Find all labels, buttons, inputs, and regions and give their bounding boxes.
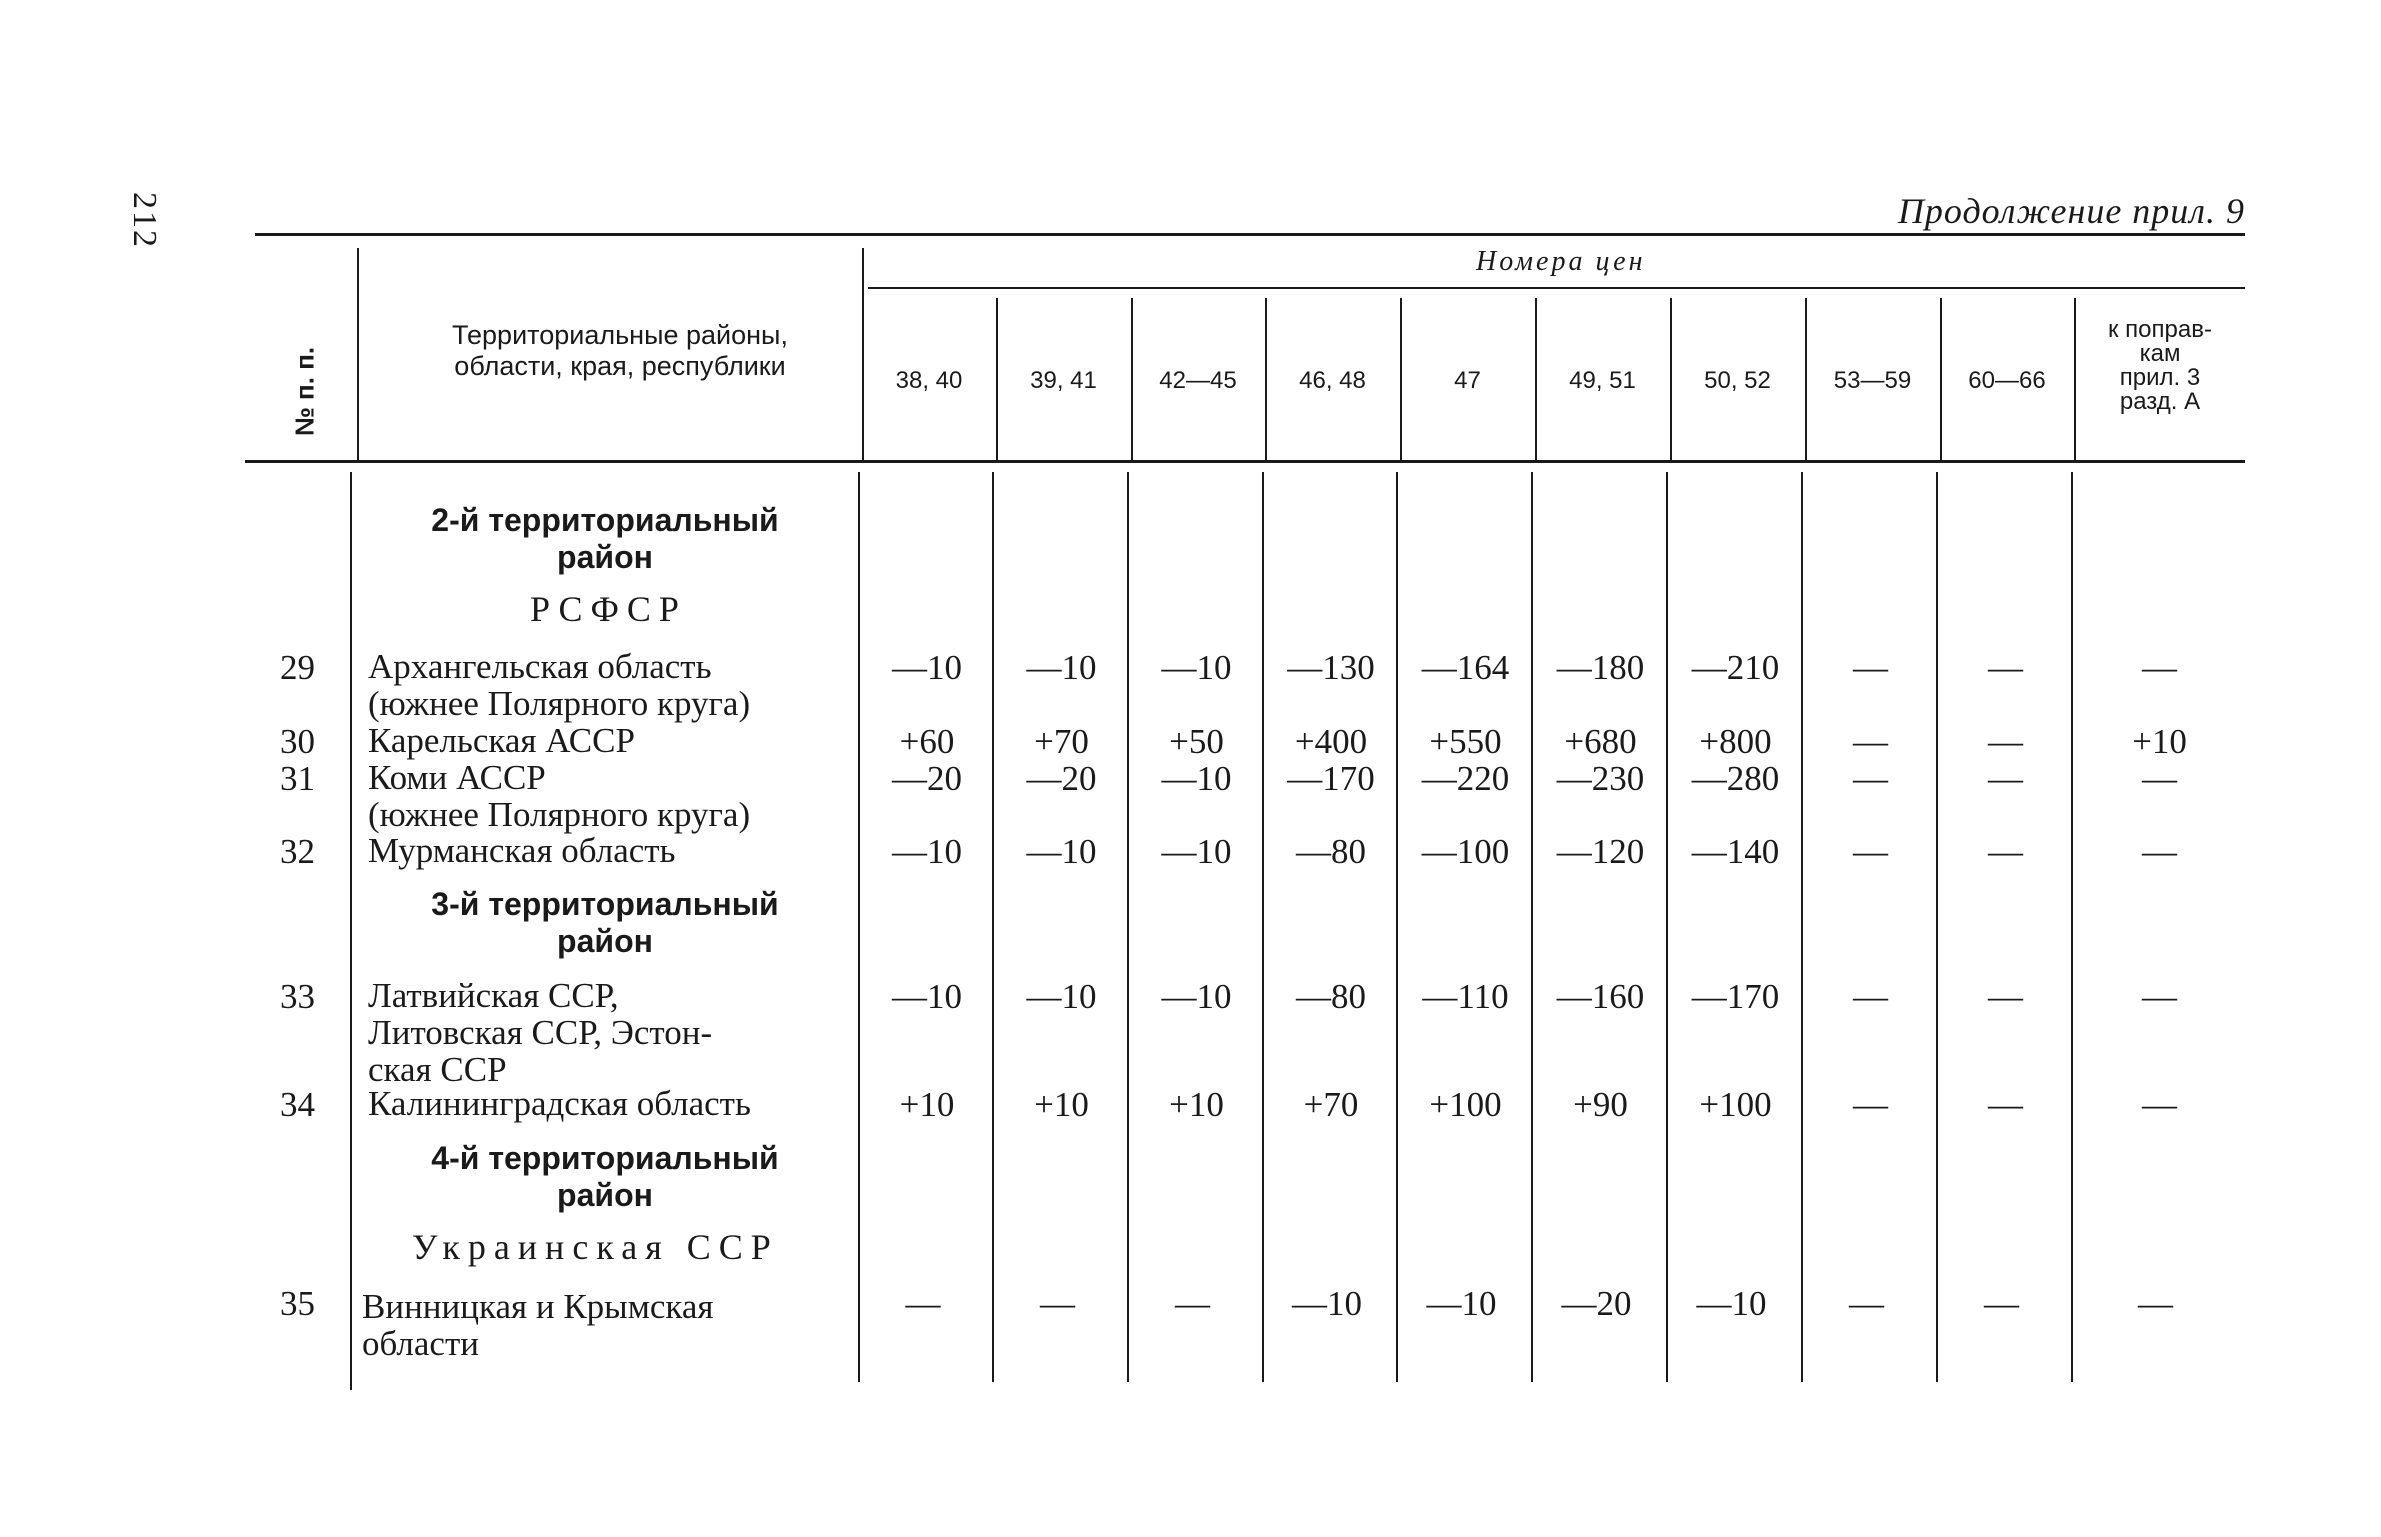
- row-value: —: [1988, 759, 2023, 798]
- row-number: 32: [280, 832, 315, 871]
- header-price-col: 46, 48: [1299, 367, 1366, 394]
- row-region-name: [368, 832, 676, 869]
- row-value: —: [2142, 648, 2177, 687]
- body-divider: [1531, 472, 1533, 1382]
- row-value: +50: [1169, 722, 1224, 761]
- section-title-line: район: [557, 538, 653, 575]
- section-title: [360, 502, 850, 576]
- body-divider: [858, 472, 860, 1382]
- body-divider: [2071, 472, 2073, 1382]
- body-divider: [1396, 472, 1398, 1382]
- row-value: —10: [1292, 1284, 1362, 1323]
- header-regions-column: [420, 320, 820, 382]
- page-number: 212: [126, 192, 163, 249]
- row-value: +680: [1564, 722, 1637, 761]
- header-regions-line: области, края, республики: [454, 351, 786, 382]
- continuation-title: Продолжение прил. 9: [1897, 191, 2245, 231]
- row-value: +400: [1294, 722, 1368, 761]
- header-regions-line: Территориальные районы,: [452, 320, 788, 350]
- header-last-col: [2076, 318, 2244, 414]
- section-title: [360, 886, 850, 960]
- header-divider: [862, 248, 864, 460]
- body-divider: [1127, 472, 1129, 1382]
- row-value: —: [1988, 832, 2023, 871]
- body-divider: [1801, 472, 1803, 1382]
- row-region-line: Латвийская ССР,: [368, 976, 619, 1015]
- row-value: —220: [1421, 759, 1510, 798]
- prices-group-rule: [868, 287, 2245, 289]
- row-region-line: Карельская АССР: [368, 721, 635, 760]
- row-value: +60: [899, 722, 955, 761]
- header-last-line: к поправ-: [2108, 316, 2212, 343]
- row-value: —130: [1287, 648, 1375, 687]
- row-value: —170: [1691, 977, 1780, 1016]
- header-bottom-rule: [245, 460, 2245, 463]
- header-price-col: 42—45: [1159, 367, 1237, 394]
- header-last-line: кам: [2139, 340, 2181, 367]
- header-price-col: 47: [1454, 367, 1481, 394]
- body-divider: [1936, 472, 1938, 1382]
- header-price-col: 38, 40: [895, 367, 963, 394]
- row-value: —: [1984, 1284, 2019, 1323]
- row-region-name: [368, 648, 750, 722]
- row-region-line: Коми АССР: [368, 758, 546, 797]
- row-value: —10: [892, 977, 962, 1016]
- row-value: +10: [899, 1085, 955, 1124]
- body-divider: [1666, 472, 1668, 1382]
- row-value: +10: [2132, 722, 2187, 761]
- row-value: —: [1988, 1085, 2023, 1124]
- row-value: —10: [1696, 1284, 1767, 1323]
- row-region-line: Винницкая и Крымская: [362, 1287, 714, 1326]
- header-price-col: 53—59: [1833, 367, 1912, 394]
- section-title: [360, 1140, 850, 1214]
- header-divider: [357, 248, 359, 460]
- row-region-name: [368, 977, 712, 1088]
- row-value: —140: [1691, 832, 1780, 871]
- section-title-line: район: [557, 922, 653, 959]
- row-value: —: [1853, 832, 1888, 871]
- row-value: —230: [1556, 759, 1645, 798]
- row-value: —110: [1422, 977, 1509, 1016]
- row-value: —10: [1026, 977, 1097, 1016]
- section-title-line: 2-й территориальный: [431, 502, 779, 538]
- row-value: +800: [1699, 722, 1772, 761]
- row-value: +10: [1169, 1085, 1224, 1124]
- body-divider: [992, 472, 994, 1382]
- row-value: —160: [1556, 977, 1645, 1016]
- row-value: —20: [1561, 1284, 1632, 1323]
- header-number-column: № п. п.: [289, 346, 320, 437]
- row-region-line: (южнее Полярного круга): [368, 684, 751, 723]
- row-value: —: [1853, 759, 1888, 798]
- section-title-line: 3-й территориальный: [431, 886, 779, 922]
- row-region-line: ская ССР: [368, 1050, 507, 1089]
- row-value: —: [1988, 722, 2023, 761]
- row-value: —20: [892, 759, 962, 798]
- body-divider: [1262, 472, 1264, 1382]
- row-value: +70: [1303, 1085, 1359, 1124]
- row-value: —: [1988, 977, 2023, 1016]
- row-value: —: [1849, 1284, 1884, 1323]
- row-value: +100: [1429, 1085, 1502, 1124]
- row-value: —10: [1026, 648, 1097, 687]
- row-value: —: [2142, 832, 2177, 871]
- row-value: —: [2138, 1284, 2173, 1323]
- row-value: —: [905, 1284, 941, 1323]
- header-prices-group: Номера цен: [1476, 246, 1646, 277]
- republic-title: РСФСР: [530, 589, 687, 629]
- row-region-name: [368, 1085, 751, 1122]
- row-value: +90: [1573, 1085, 1628, 1124]
- row-value: —120: [1556, 832, 1645, 871]
- row-region-line: Мурманская область: [368, 831, 676, 870]
- row-region-line: Литовская ССР, Эстон-: [368, 1013, 713, 1052]
- row-value: —10: [1161, 977, 1232, 1016]
- body-divider: [350, 472, 352, 1390]
- row-value: —210: [1691, 648, 1780, 687]
- row-region-line: Калининградская область: [368, 1084, 751, 1123]
- header-last-line: разд. А: [2119, 388, 2201, 415]
- row-value: —10: [1161, 832, 1232, 871]
- header-price-col: 60—66: [1968, 367, 2046, 394]
- row-region-name: [362, 1288, 714, 1362]
- row-value: —: [1853, 977, 1888, 1016]
- row-value: —10: [1026, 832, 1097, 871]
- row-value: —: [1988, 648, 2023, 687]
- row-number: 34: [280, 1085, 315, 1124]
- row-value: —280: [1691, 759, 1780, 798]
- row-value: +550: [1429, 722, 1502, 761]
- row-value: —80: [1296, 977, 1366, 1016]
- republic-title: Украинская ССР: [412, 1227, 779, 1267]
- header-last-line: прил. 3: [2119, 364, 2201, 391]
- row-value: —: [2142, 1085, 2177, 1124]
- row-number: 33: [280, 977, 315, 1016]
- row-number: 31: [280, 759, 315, 798]
- row-value: —: [1040, 1284, 1075, 1323]
- section-title-line: 4-й территориальный: [431, 1140, 779, 1176]
- row-value: —180: [1556, 648, 1645, 687]
- row-value: —10: [1161, 759, 1232, 798]
- table-top-rule: [255, 233, 2245, 236]
- row-value: +10: [1034, 1085, 1089, 1124]
- header-price-col: 39, 41: [1030, 367, 1097, 394]
- row-value: —10: [1161, 648, 1232, 687]
- section-title-line: район: [557, 1176, 653, 1213]
- row-value: —164: [1421, 648, 1510, 687]
- row-region-line: Архангельская область: [368, 647, 712, 686]
- row-value: —: [2142, 977, 2177, 1016]
- row-value: —: [1853, 648, 1888, 687]
- row-number: 35: [280, 1284, 315, 1323]
- row-region-name: [368, 759, 750, 833]
- row-value: —10: [892, 832, 962, 871]
- row-value: —170: [1287, 759, 1375, 798]
- row-value: —10: [892, 648, 962, 687]
- row-number: 30: [280, 722, 315, 761]
- row-value: —: [2142, 759, 2177, 798]
- row-value: —20: [1026, 759, 1097, 798]
- row-region-line: (южнее Полярного круга): [368, 795, 751, 834]
- row-number: 29: [280, 648, 315, 687]
- row-value: —100: [1421, 832, 1510, 871]
- header-price-col: 50, 52: [1704, 367, 1771, 394]
- row-value: —: [1853, 722, 1888, 761]
- row-value: +70: [1034, 722, 1089, 761]
- row-value: —10: [1426, 1284, 1497, 1323]
- row-value: +100: [1699, 1085, 1772, 1124]
- row-value: —: [1853, 1085, 1888, 1124]
- header-price-col: 49, 51: [1569, 367, 1636, 394]
- row-value: —: [1175, 1284, 1210, 1323]
- row-region-line: области: [362, 1324, 479, 1363]
- row-region-name: [368, 722, 635, 759]
- row-value: —80: [1296, 832, 1366, 871]
